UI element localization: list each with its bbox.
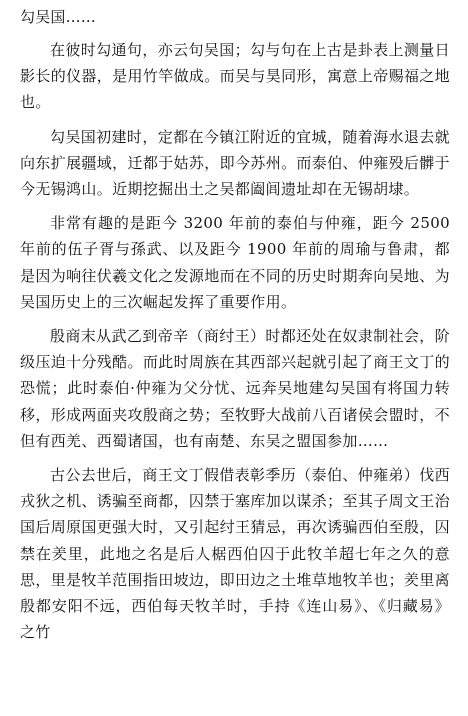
paragraph-4: 殷商末从武乙到帝辛（商纣王）时都还处在奴隶制社会，阶级压迫十分残酷。而此时周族在其西部兴起就引起了商王文丁的恐慌；此时泰伯·仲雍为父分忧、远奔吴地建勾吴国有将国力转移，形成两面夹攻殷商之势；至牧野大战前八百诸侯会盟时，不但有西羌、西蜀诸国，也有南楚、东吴之盟国参加…… [20, 327, 450, 450]
paragraph-2: 勾吴国初建时，定都在今镇江附近的宜城，随着海水退去就向东扩展疆域，迁都于姑苏，即今苏州。而泰伯、仲雍殁后髒于今无锡鸿山。近期挖掘出土之吴都阖闾遗址却在无锡胡埭。 [20, 127, 450, 199]
paragraph-5: 古公去世后，商王文丁假借表彰季历（泰伯、仲雍弟）伐西戎狄之机、诱骗至商都，囚禁于塞库加以谋杀；至其子周文王治国后周原国更强大时，又引起纣王猜忌，再次诱骗西伯至殷，囚禁在羑里，此地之名是后人椐西伯囚于此牧羊超七年之久的意思，里是牧羊范围指田坡边，即田边之土堆草地牧羊也；羑里离殷都安阳不远，西伯每天牧羊时，手持《连山易》、《归藏易》之竹 [20, 466, 450, 642]
paragraph-1: 在彼时勾通句，亦云句吴国；勾与句在上古是卦表上测量日影长的仪器，是用竹竿做成。而吴与昊同形，寓意上帝赐福之地也。 [20, 41, 450, 112]
paragraph-3: 非常有趣的是距今 3200 年前的泰伯与仲雍，距今 2500 年前的伍子胥与孫武、以及距今 1900 年前的周瑜与鲁肃，都是因为响往伏羲文化之发源地而在不同的历史时期奔向吴地、为吴国历史上的三次崛起发挥了重要作用。 [20, 214, 450, 311]
section-heading: 勾吴国…… [20, 8, 97, 26]
